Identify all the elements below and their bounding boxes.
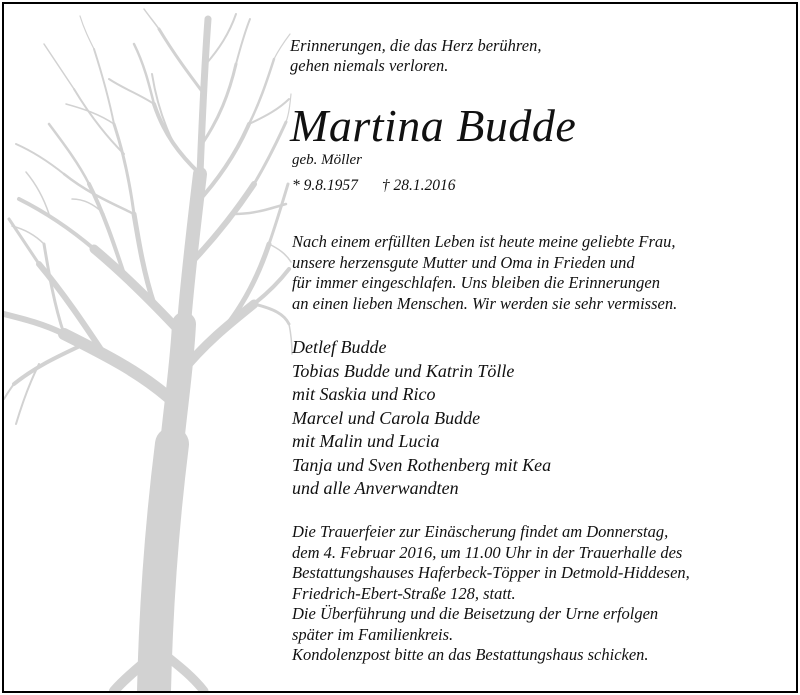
motto-line: Erinnerungen, die das Herz berühren, xyxy=(290,36,542,55)
announcement-line: an einen lieben Menschen. Wir werden sie sehr vermissen. xyxy=(292,293,678,313)
announcement-line: unsere herzensgute Mutter und Oma in Frieden und xyxy=(292,252,635,272)
service-line: später im Familienkreis. xyxy=(292,624,454,644)
mourners-list xyxy=(292,336,551,501)
service-line: Bestattungshauses Haferbeck-Töpper in Detmold-Hiddesen, xyxy=(292,563,690,582)
deceased-name: Martina Budde xyxy=(290,100,577,151)
service-line: Kondolenzpost bitte an das Bestattungshaus schicken. xyxy=(292,645,649,664)
mourner-line: mit Saskia und Rico xyxy=(292,384,436,404)
announcement-line: Nach einem erfüllten Leben ist heute meine geliebte Frau, xyxy=(292,232,676,251)
mourner-line: mit Malin und Lucia xyxy=(292,431,440,451)
life-dates xyxy=(292,177,456,195)
obituary-notice xyxy=(2,2,798,693)
announcement-line: für immer eingeschlafen. Uns bleiben die Erinnerungen xyxy=(292,273,660,292)
service-line: Friedrich-Ebert-Straße 128, statt. xyxy=(292,583,516,603)
mourner-line: und alle Anverwandten xyxy=(292,478,459,498)
service-line: Die Überführung und die Beisetzung der Urne erfolgen xyxy=(292,604,659,623)
mourner-line: Tanja und Sven Rothenberg mit Kea xyxy=(292,454,552,475)
service-details xyxy=(292,522,690,666)
death-date: † 28.1.2016 xyxy=(381,177,456,194)
announcement-text xyxy=(292,232,677,314)
service-line: Die Trauerfeier zur Einäscherung findet am Donnerstag, xyxy=(292,522,669,541)
service-line: dem 4. Februar 2016, um 11.00 Uhr in der Trauerhalle des xyxy=(292,542,683,562)
motto-line: gehen niemals verloren. xyxy=(290,56,449,75)
mourner-line: Detlef Budde xyxy=(292,337,387,357)
birth-name: geb. Möller xyxy=(292,152,362,168)
birth-date: * 9.8.1957 xyxy=(292,177,358,194)
mourner-line: Tobias Budde und Katrin Tölle xyxy=(292,360,515,381)
motto xyxy=(290,36,541,76)
mourner-line: Marcel und Carola Budde xyxy=(292,407,481,428)
